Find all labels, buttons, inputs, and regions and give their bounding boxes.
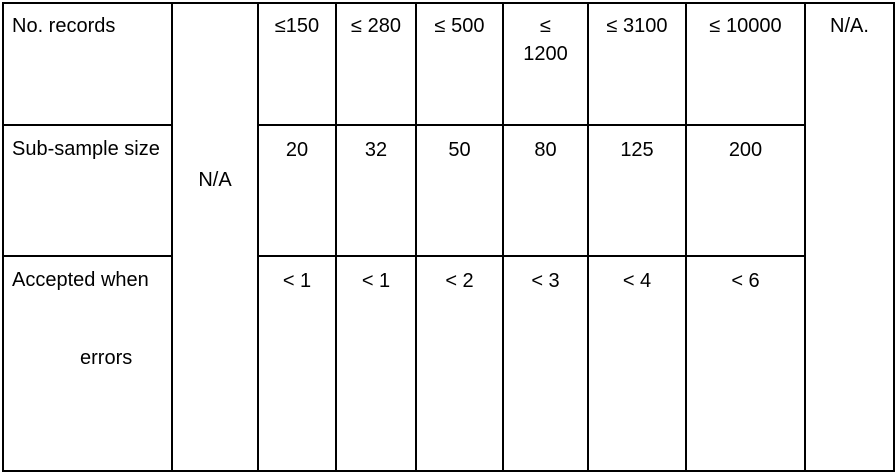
- accepted-cell: [337, 257, 415, 295]
- sample-size-value: 80: [534, 139, 557, 161]
- records-cell: [687, 2, 804, 40]
- records-value: ≤ 3100: [606, 15, 668, 37]
- table-border-bottom: [2, 470, 895, 472]
- accepted-cell: [589, 257, 685, 295]
- col-divider: [257, 2, 259, 472]
- accepted-cell: [259, 257, 335, 295]
- na-merged-cell: [173, 166, 257, 194]
- records-value: ≤ 1200: [523, 15, 568, 65]
- col-divider: [415, 2, 417, 472]
- records-cell: [504, 2, 587, 68]
- records-value: ≤ 10000: [709, 15, 782, 37]
- sample-size-cell: [589, 126, 685, 164]
- sample-size-value: 50: [448, 139, 471, 161]
- sample-size-cell: [417, 126, 502, 164]
- col-divider: [335, 2, 337, 472]
- row-header-accepted-text: Accepted when: [12, 269, 149, 291]
- sample-size-cell: [687, 126, 804, 164]
- sample-size-value: 20: [285, 139, 309, 161]
- sample-size-value: 125: [620, 139, 654, 161]
- records-cell: [589, 2, 685, 40]
- records-value: ≤ 500: [434, 15, 485, 37]
- records-cell: [259, 2, 335, 40]
- col-divider: [171, 2, 173, 472]
- na-right-text: N/A.: [830, 15, 869, 37]
- sample-size-value: 32: [364, 139, 388, 161]
- accepted-value: < 1: [282, 270, 312, 292]
- records-value: ≤150: [274, 15, 320, 37]
- sample-size-cell: [259, 126, 335, 164]
- records-cell: [417, 2, 502, 40]
- accepted-value: < 2: [445, 270, 474, 292]
- na-right-cell: [806, 2, 893, 40]
- accepted-value: < 3: [531, 270, 560, 292]
- records-cell: [337, 2, 415, 40]
- col-divider: [587, 2, 589, 472]
- table-border-right: [893, 2, 895, 472]
- accepted-value: < 1: [361, 270, 391, 292]
- row-header-records: [0, 2, 170, 124]
- col-divider: [685, 2, 687, 472]
- records-value: ≤ 280: [351, 15, 401, 37]
- row-header-sample: [0, 125, 160, 255]
- row-header-accepted: [0, 256, 170, 470]
- accepted-cell: [687, 257, 804, 295]
- accepted-value: < 6: [731, 270, 760, 292]
- row-header-errors-text: errors: [80, 347, 133, 369]
- sample-size-cell: [337, 126, 415, 164]
- row-header-records-text: No. records: [12, 15, 116, 37]
- col-divider: [502, 2, 504, 472]
- accepted-value: < 4: [622, 270, 652, 292]
- sample-size-cell: [504, 126, 587, 164]
- sample-size-value: 200: [728, 139, 763, 161]
- accepted-cell: [504, 257, 587, 295]
- col-divider: [804, 2, 806, 472]
- na-cell-text: N/A: [198, 169, 232, 191]
- accepted-cell: [417, 257, 502, 295]
- row-header-sample-text: Sub-sample size: [12, 138, 160, 160]
